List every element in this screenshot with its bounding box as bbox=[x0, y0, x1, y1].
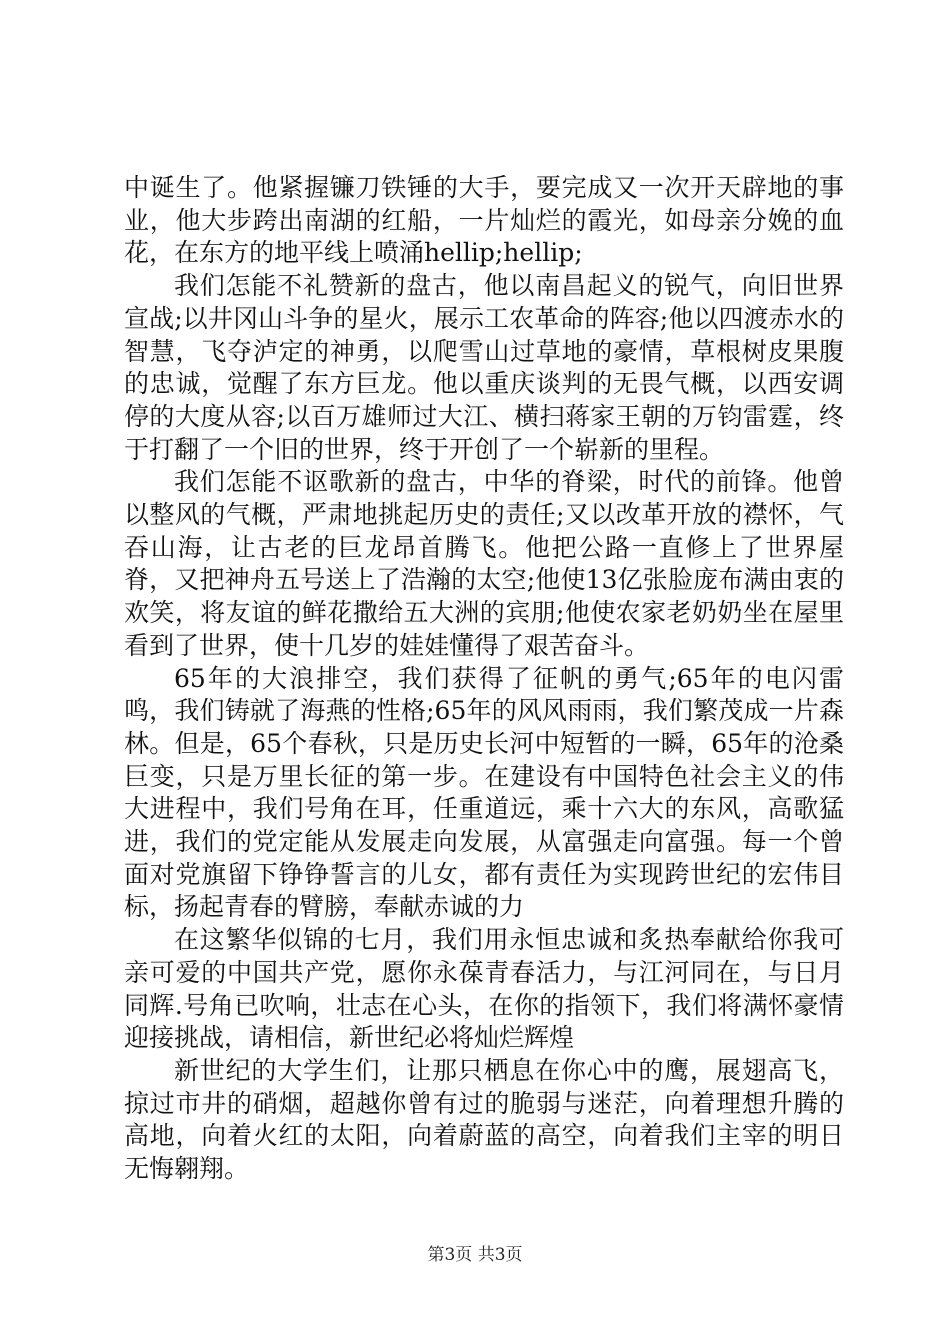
paragraph-3: 我们怎能不讴歌新的盘古，中华的脊梁，时代的前锋。他曾以整风的气概，严肃地挑起历史的责任;又以改革开放的襟怀，气吞山海，让古老的巨龙昂首腾飞。他把公路一直修上了世界屋脊，又把神舟五号送上了浩瀚的太空;他使13亿张脸庞布满由衷的欢笑，将友谊的鲜花撒给五大洲的宾朋;他使农家老奶奶坐在屋里看到了世界，使十几岁的娃娃懂得了艰苦奋斗。 bbox=[124, 467, 844, 660]
paragraph-5: 在这繁华似锦的七月，我们用永恒忠诚和炙热奉献给你我可亲可爱的中国共产党，愿你永葆青春活力，与江河同在，与日月同辉.号角已吹响，壮志在心头，在你的指领下，我们将满怀豪情迎接挑战，请相信，新世纪必将灿烂辉煌 bbox=[124, 925, 844, 1053]
document-body bbox=[124, 172, 844, 1186]
page-footer: 第3页 共3页 bbox=[427, 1245, 523, 1265]
paragraph-1: 中诞生了。他紧握镰刀铁锤的大手，要完成又一次开天辟地的事业，他大步跨出南湖的红船，一片灿烂的霞光，如母亲分娩的血花，在东方的地平线上喷涌hellip;hellip; bbox=[124, 173, 844, 268]
paragraph-2: 我们怎能不礼赞新的盘古，他以南昌起义的锐气，向旧世界宣战;以井冈山斗争的星火，展示工农革命的阵容;他以四渡赤水的智慧，飞夺泸定的神勇，以爬雪山过草地的豪情，草根树皮果腹的忠诚，觉醒了东方巨龙。他以重庆谈判的无畏气概，以西安调停的大度从容;以百万雄师过大江、横扫蒋家王朝的万钧雷霆，终于打翻了一个旧的世界，终于开创了一个崭新的里程。 bbox=[124, 271, 844, 464]
paragraph-4: 65年的大浪排空，我们获得了征帆的勇气;65年的电闪雷鸣，我们铸就了海燕的性格;65年的风风雨雨，我们繁茂成一片森林。但是，65个春秋，只是历史长河中短暂的一瞬，65年的沧桑巨变，只是万里长征的第一步。在建设有中国特色社会主义的伟大进程中，我们号角在耳，任重道远，乘十六大的东风，高歌猛进，我们的党定能从发展走向发展，从富强走向富强。每一个曾面对党旗留下铮铮誓言的儿女，都有责任为实现跨世纪的宏伟目标，扬起青春的臂膀，奉献赤诚的力 bbox=[124, 663, 844, 922]
paragraph-6: 新世纪的大学生们，让那只栖息在你心中的鹰，展翅高飞，掠过市井的硝烟，超越你曾有过的脆弱与迷茫，向着理想升腾的高地，向着火红的太阳，向着蔚蓝的高空，向着我们主宰的明日无悔翱翔。 bbox=[124, 1055, 844, 1184]
